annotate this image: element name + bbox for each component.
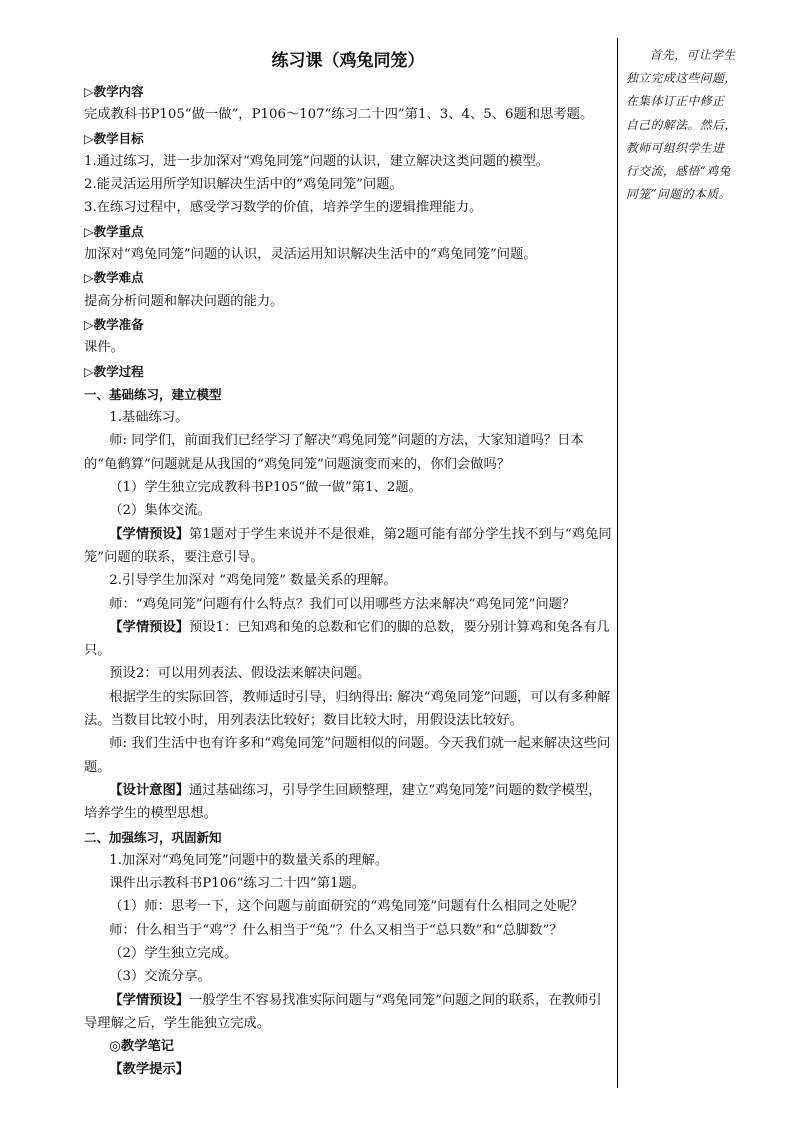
preset-label: 【学情预设】 <box>109 992 190 1008</box>
part1-preset2 <box>84 616 612 663</box>
part1-preset3: 预设2：可以用列表法、假设法来解决问题。 <box>109 666 371 682</box>
part1-t2: 师：“鸡兔同笼”问题有什么特点？我们可以用哪些方法来解决“鸡兔同笼”问题？ <box>109 596 576 612</box>
part2-t1: 课件出示教科书P106“练习二十四”第1题。 <box>109 876 366 892</box>
heading-difficulty: ▷教学难点 <box>84 270 144 286</box>
margin-divider <box>617 38 618 1088</box>
part2-preset <box>84 989 612 1036</box>
content-text: 完成教科书P105“做一做”，P106～107“练习二十四”第1、3、4、5、6题和思考题。 <box>84 107 594 123</box>
part2-s3: （3）交流分享。 <box>109 969 211 985</box>
side-note-line: 首先，可让学生 <box>649 48 736 62</box>
heading-goals: ▷教学目标 <box>84 130 144 146</box>
difficulty-text: 提高分析问题和解决问题的能力。 <box>84 293 284 309</box>
part2-s2: （2）学生独立完成。 <box>109 945 238 961</box>
main-column <box>84 44 612 1082</box>
part1-t1: 师: 同学们，前面我们已经学习了解决“鸡兔同笼”问题的方法，大家知道吗？日本的“龟鹤算”问题就是从我国的“鸡兔同笼”问题演变而来的，你们会做吗？ <box>84 433 584 472</box>
heading-process: ▷教学过程 <box>84 363 144 379</box>
preset-text: 第1题对于学生来说并不是很难，第2题可能有部分学生找不到与“鸡兔同笼”问题的联系，要注意引导。 <box>84 526 612 565</box>
intent-label: 【设计意图】 <box>109 782 190 798</box>
part1-s2: （2）集体交流。 <box>109 503 211 519</box>
side-note-line: 自己的解法。然后， <box>626 117 737 132</box>
side-note-line: 在集体订正中修正 <box>626 94 725 109</box>
side-note-line: 同笼”问题的本质。 <box>626 187 731 202</box>
part1-t3: 根据学生的实际回答，教师适时引导，归纳得出: 解决“鸡兔同笼”问题，可以有多种解法。当数目比较小时，用列表法比较好；数目比较大时，用假设法比较好。 <box>84 689 611 729</box>
part1-sub2: 2.引导学生加深对 “鸡兔同笼” 数量关系的理解。 <box>109 573 397 589</box>
preset-text: 一般学生不容易找准实际问题与“鸡兔同笼”问题之间的联系，在教师引导理解之后，学生能独立完成。 <box>84 992 602 1031</box>
notes-heading: ◎教学笔记 <box>109 1039 175 1055</box>
preset-label: 【学情预设】 <box>109 619 190 635</box>
goal-item: 2.能灵活运用所学知识解决生活中的“鸡兔同笼”问题。 <box>84 177 403 193</box>
side-note-line: 独立完成这些问题， <box>626 71 737 86</box>
tips-heading: 【教学提示】 <box>109 1062 190 1078</box>
part1-s1: （1）学生独立完成教科书P105“做一做”第1、2题。 <box>109 480 422 496</box>
side-note <box>626 44 750 206</box>
side-note-line: 教师可组织学生进 <box>626 140 725 155</box>
prep-text: 课件。 <box>84 340 124 356</box>
heading-key: ▷教学重点 <box>84 223 144 239</box>
preset-label: 【学情预设】 <box>109 526 190 542</box>
side-note-line: 行交流，感悟“鸡兔 <box>626 164 731 179</box>
part2-heading: 二、加强练习，巩固新知 <box>84 829 222 845</box>
heading-prep: ▷教学准备 <box>84 316 144 332</box>
part1-heading: 一、基础练习，建立模型 <box>84 386 222 402</box>
intent-text: 通过基础练习，引导学生回顾整理，建立“鸡兔同笼”问题的数学模型，培养学生的模型思想。 <box>84 782 602 822</box>
part1-t4: 师: 我们生活中也有许多和“鸡兔同笼”问题相似的问题。今天我们就一起来解决这些问题。 <box>84 736 611 775</box>
page-title: 练习课（鸡兔同笼） <box>271 51 425 71</box>
part1-sub1: 1.基础练习。 <box>109 410 189 426</box>
part2-sub1: 1.加深对“鸡兔同笼”问题中的数量关系的理解。 <box>109 852 389 868</box>
part2-s1: （1）师：思考一下，这个问题与前面研究的“鸡兔同笼”问题有什么相同之处呢？ <box>109 899 584 915</box>
preset-text: 预设1：已知鸡和兔的总数和它们的脚的总数，要分别计算鸡和兔各有几只。 <box>84 619 610 659</box>
part1-intent <box>84 779 612 826</box>
key-text: 加深对“鸡兔同笼”问题的认识，灵活运用知识解决生活中的“鸡兔同笼”问题。 <box>84 247 537 263</box>
goal-item: 1.通过练习，进一步加深对“鸡兔同笼”问题的认识，建立解决这类问题的模型。 <box>84 153 550 169</box>
part1-preset1 <box>84 523 612 570</box>
goal-item: 3.在练习过程中，感受学习数学的价值，培养学生的逻辑推理能力。 <box>84 200 483 216</box>
heading-content: ▷教学内容 <box>84 84 144 99</box>
part2-t2: 师：什么相当于“鸡”？什么相当于“兔”？什么又相当于“总只数”和“总脚数”？ <box>109 922 563 938</box>
